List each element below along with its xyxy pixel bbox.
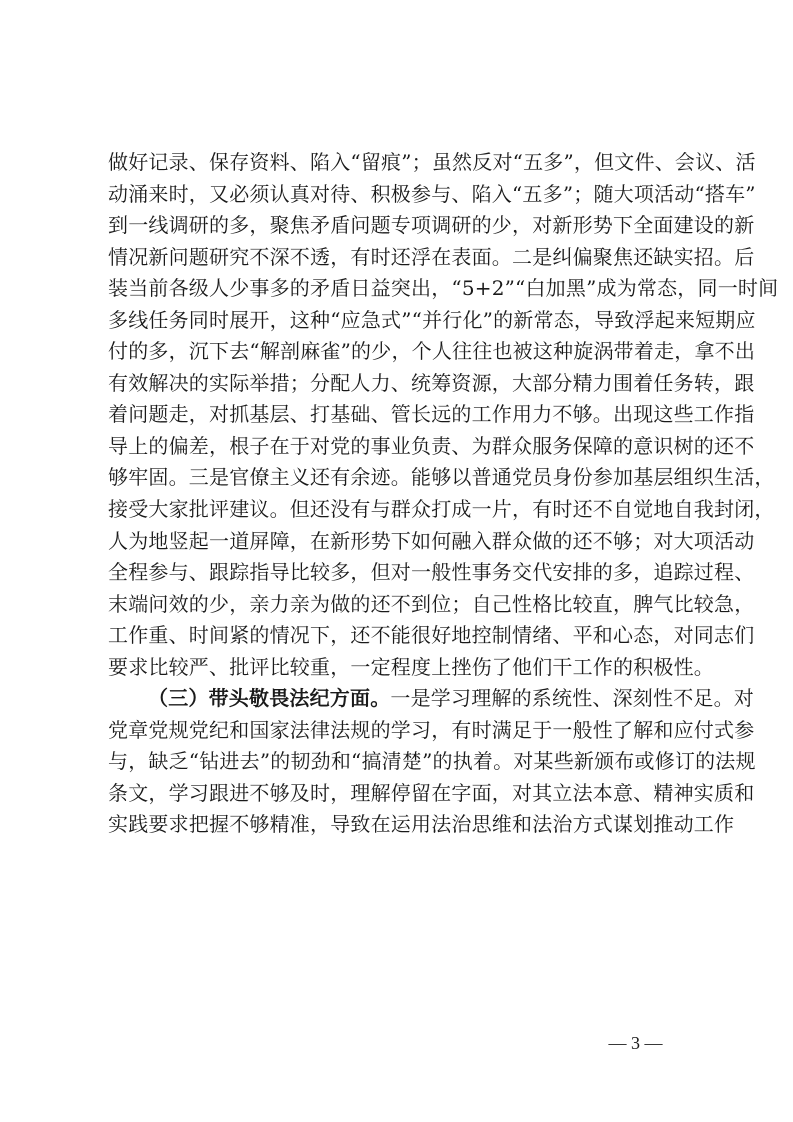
- text-line: 要求比较严、批评比较重，一定程度上挫伤了他们干工作的积极性。: [108, 654, 714, 679]
- text-line: 工作重、时间紧的情况下，还不能很好地控制情绪、平和心态，对同志们: [108, 623, 755, 648]
- text-line: 人为地竖起一道屏障，在新形势下如何融入群众做的还不够；对大项活动: [108, 528, 755, 553]
- text-line: 与，缺乏“钻进去”的韧劲和“搞清楚”的执着。对某些新颁布或修订的法规: [108, 749, 756, 774]
- text-line: 多线任务同时展开，这种“应急式”“并行化”的新常态，导致浮起来短期应: [108, 307, 756, 332]
- paragraph-2: [108, 683, 756, 841]
- text-line: 着问题走，对抓基层、打基础、管长远的工作用力不够。出现这些工作指: [108, 402, 755, 427]
- text-line: 有效解决的实际举措；分配人力、统筹资源，大部分精力围着任务转，跟: [108, 370, 755, 395]
- text-line: 条文，学习跟进不够及时，理解停留在字面，对其立法本意、精神实质和: [108, 780, 755, 805]
- text-line: 党章党规党纪和国家法律法规的学习，有时满足于一般性了解和应付式参: [108, 717, 755, 742]
- text-line: 到一线调研的多，聚焦矛盾问题专项调研的少，对新形势下全面建设的新: [108, 213, 755, 238]
- text-run: 一是学习理解的系统性、深刻性不足。对: [390, 686, 755, 711]
- section-heading: （三）带头敬畏法纪方面。: [148, 686, 391, 711]
- text-line: 情况新问题研究不深不透，有时还浮在表面。二是纠偏聚焦还缺实招。后: [108, 244, 755, 269]
- text-line: 做好记录、保存资料、陷入“留痕”；虽然反对“五多”，但文件、会议、活: [108, 150, 756, 174]
- document-body: [108, 147, 779, 841]
- text-line: 全程参与、跟踪指导比较多，但对一般性事务交代安排的多，追踪过程、: [108, 560, 755, 585]
- paragraph-1: [108, 147, 779, 683]
- page-number: — 3 —: [608, 1033, 663, 1053]
- text-line: 动涌来时，又必须认真对待、积极参与、陷入“五多”；随大项活动“搭车”: [108, 181, 756, 206]
- text-line: 够牢固。三是官僚主义还有余迹。能够以普通党员身份参加基层组织生活，: [108, 465, 775, 490]
- text-line: 实践要求把握不够精准，导致在运用法治思维和法治方式谋划推动工作: [108, 812, 735, 837]
- text-line: 付的多，沉下去“解剖麻雀”的少，个人往往也被这种旋涡带着走，拿不出: [108, 339, 756, 364]
- text-line: 导上的偏差，根子在于对党的事业负责、为群众服务保障的意识树的还不: [108, 433, 755, 458]
- text-line: 末端问效的少，亲力亲为做的还不到位；自己性格比较直，脾气比较急，: [108, 591, 755, 616]
- text-line: 装当前各级人少事多的矛盾日益突出，“5+2”“白加黑”成为常态，同一时间: [108, 276, 779, 301]
- text-line: 接受大家批评建议。但还没有与群众打成一片，有时还不自觉地自我封闭，: [108, 497, 775, 522]
- section-heading-line: [108, 683, 755, 715]
